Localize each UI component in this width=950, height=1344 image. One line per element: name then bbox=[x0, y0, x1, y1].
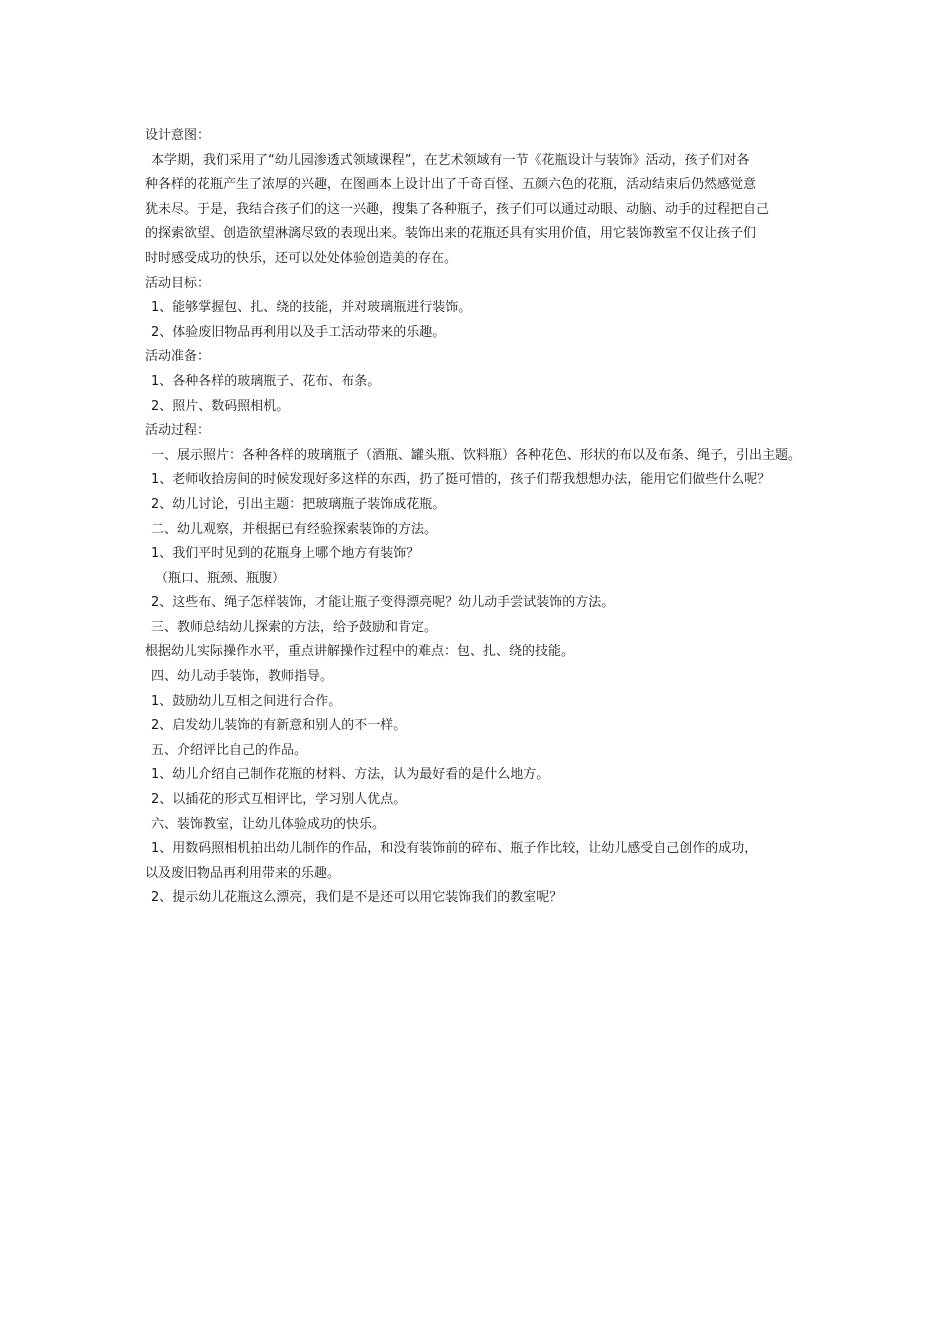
text-line: 种各样的花瓶产生了浓厚的兴趣，在图画本上设计出了千奇百怪、五颜六色的花瓶，活动结束后仍然感觉意 bbox=[145, 177, 757, 193]
text-line: （瓶口、瓶颈、瓶腹） bbox=[155, 570, 286, 586]
text-line: 1、幼儿介绍自己制作花瓶的材料、方法，认为最好看的是什么地方。 bbox=[151, 767, 550, 783]
text-line: 犹未尽。于是，我结合孩子们的这一兴趣，搜集了各种瓶子，孩子们可以通过动眼、动脑、动手的过程把自己 bbox=[145, 201, 770, 217]
text-line: 2、启发幼儿装饰的有新意和别人的不一样。 bbox=[151, 718, 407, 734]
text-line: 六、装饰教室，让幼儿体验成功的快乐。 bbox=[151, 816, 386, 832]
text-line: 2、这些布、绳子怎样装饰，才能让瓶子变得漂亮呢？幼儿动手尝试装饰的方法。 bbox=[151, 595, 615, 611]
text-line: 本学期，我们采用了“幼儿园渗透式领域课程”，在艺术领域有一节《花瓶设计与装饰》活动，孩子们对各 bbox=[151, 152, 750, 168]
text-line: 1、我们平时见到的花瓶身上哪个地方有装饰？ bbox=[151, 546, 420, 562]
text-line: 1、能够掌握包、扎、绕的技能，并对玻璃瓶进行装饰。 bbox=[151, 300, 472, 316]
text-line: 活动目标： bbox=[145, 275, 211, 291]
text-line: 活动过程： bbox=[145, 423, 211, 439]
text-line: 1、各种各样的玻璃瓶子、花布、布条。 bbox=[151, 373, 381, 389]
text-line: 的探索欲望、创造欲望淋漓尽致的表现出来。装饰出来的花瓶还具有实用价值，用它装饰教室不仅让孩子们 bbox=[145, 226, 757, 242]
text-line: 活动准备： bbox=[145, 349, 211, 365]
text-line: 1、用数码照相机拍出幼儿制作的作品，和没有装饰前的碎布、瓶子作比较，让幼儿感受自己创作的成功， bbox=[151, 841, 758, 857]
text-line: 2、照片、数码照相机。 bbox=[151, 398, 290, 414]
text-line: 根据幼儿实际操作水平，重点讲解操作过程中的难点：包、扎、绕的技能。 bbox=[145, 644, 575, 660]
text-line: 2、体验废旧物品再利用以及手工活动带来的乐趣。 bbox=[151, 324, 446, 340]
text-line: 以及废旧物品再利用带来的乐趣。 bbox=[145, 865, 341, 881]
text-line: 三、教师总结幼儿探索的方法，给予鼓励和肯定。 bbox=[151, 619, 438, 635]
text-line: 一、展示照片：各种各样的玻璃瓶子（酒瓶、罐头瓶、饮料瓶）各种花色、形状的布以及布条、绳子，引出主题。 bbox=[151, 447, 802, 463]
text-line: 设计意图： bbox=[145, 128, 211, 143]
text-line: 2、提示幼儿花瓶这么漂亮，我们是不是还可以用它装饰我们的教室呢？ bbox=[151, 890, 563, 906]
text-line: 2、幼儿讨论，引出主题：把玻璃瓶子装饰成花瓶。 bbox=[151, 496, 446, 512]
text-line: 五、介绍评比自己的作品。 bbox=[151, 742, 308, 758]
text-line: 2、以插花的形式互相评比，学习别人优点。 bbox=[151, 792, 407, 808]
document-body bbox=[145, 124, 835, 911]
text-line: 时时感受成功的快乐，还可以处处体验创造美的存在。 bbox=[145, 250, 458, 266]
text-line: 1、鼓励幼儿互相之间进行合作。 bbox=[151, 693, 342, 709]
text-line: 四、幼儿动手装饰，教师指导。 bbox=[151, 669, 334, 685]
text-line: 1、老师收拾房间的时候发现好多这样的东西，扔了挺可惜的，孩子们帮我想想办法，能用它们做些什么呢？ bbox=[151, 472, 771, 488]
text-line: 二、幼儿观察，并根据已有经验探索装饰的方法。 bbox=[151, 521, 438, 537]
